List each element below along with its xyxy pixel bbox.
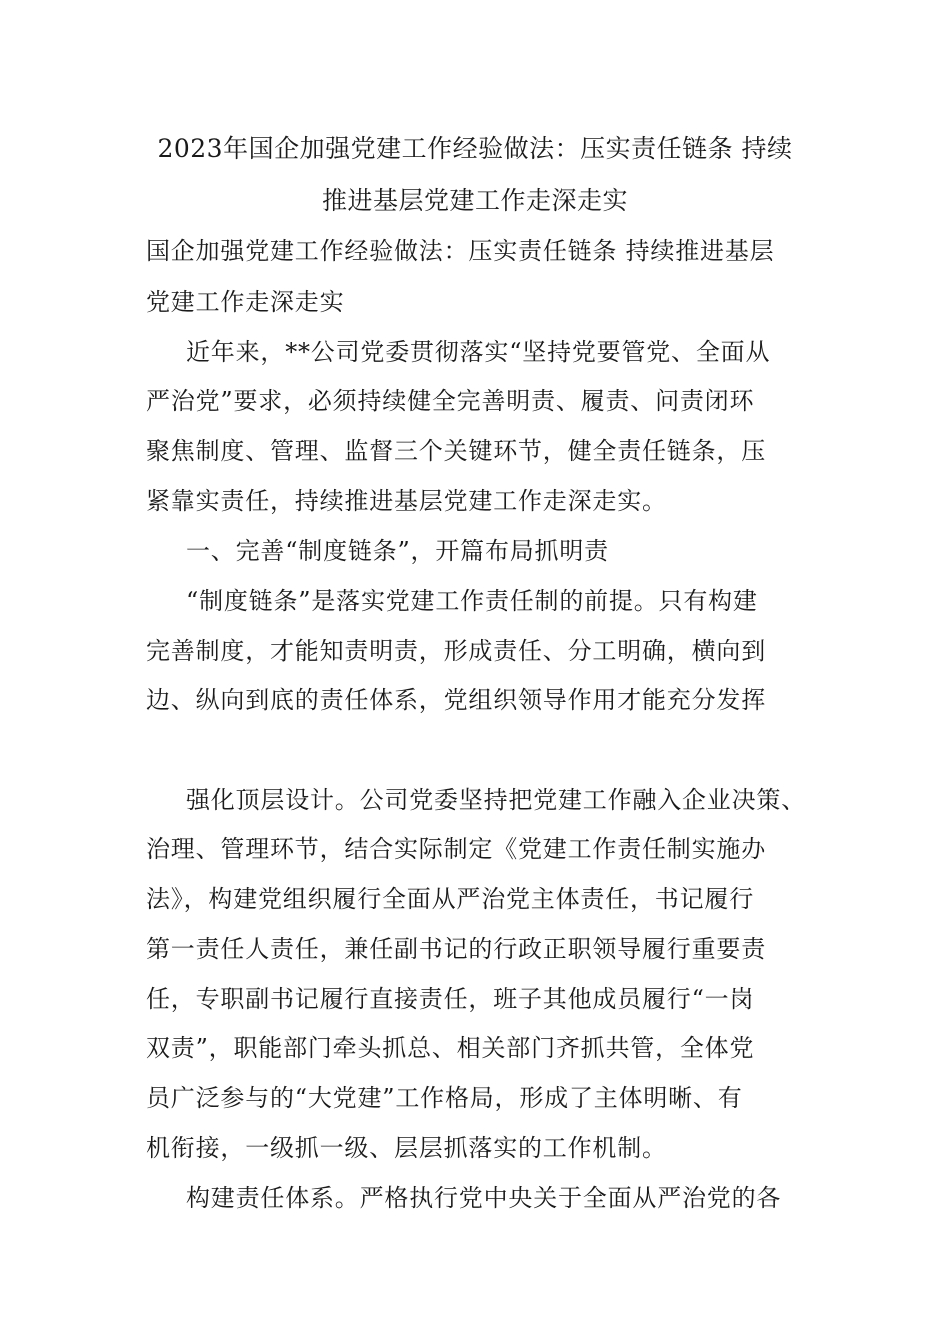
subtitle-line-1: 国企加强党建工作经验做法：压实责任链条 持续推进基层 [146, 237, 775, 265]
document-title-line-1: 2023年国企加强党建工作经验做法：压实责任链条 持续 [157, 134, 793, 163]
section-para-line-2: 完善制度，才能知责明责，形成责任、分工明确，横向到 [146, 637, 766, 665]
subtitle-line-2: 党建工作走深走实 [146, 288, 345, 316]
section-para-line-1: “制度链条”是落实党建工作责任制的前提。只有构建 [186, 587, 758, 615]
intro-line-2: 严治党”要求，必须持续健全完善明责、履责、问责闭环 [146, 387, 755, 415]
section-heading: 一、完善“制度链条”，开篇布局抓明责 [186, 537, 609, 565]
intro-line-4: 紧靠实责任，持续推进基层党建工作走深走实。 [146, 487, 667, 515]
design-para-line-7: 员广泛参与的“大党建”工作格局，形成了主体明晰、有 [146, 1084, 743, 1112]
design-para-line-2: 治理、管理环节，结合实际制定《党建工作责任制实施办 [146, 835, 766, 863]
design-para-line-6: 双责”，职能部门牵头抓总、相关部门齐抓共管，全体党 [146, 1034, 755, 1062]
intro-line-3: 聚焦制度、管理、监督三个关键环节，健全责任链条，压 [146, 437, 766, 465]
design-para-line-3: 法》，构建党组织履行全面从严治党主体责任，书记履行 [146, 885, 754, 913]
design-para-line-1: 强化顶层设计。公司党委坚持把党建工作融入企业决策、 [186, 786, 806, 814]
section-para-line-3: 边、纵向到底的责任体系，党组织领导作用才能充分发挥 [146, 686, 766, 714]
design-para-line-8: 机衔接，一级抓一级、层层抓落实的工作机制。 [146, 1134, 667, 1162]
intro-line-1: 近年来，**公司党委贯彻落实“坚持党要管党、全面从 [186, 338, 771, 366]
design-para-line-4: 第一责任人责任，兼任副书记的行政正职领导履行重要责 [146, 935, 766, 963]
system-para-line-1: 构建责任体系。严格执行党中央关于全面从严治党的各 [186, 1184, 782, 1212]
design-para-line-5: 任，专职副书记履行直接责任，班子其他成员履行“一岗 [146, 985, 755, 1013]
document-title-line-2: 推进基层党建工作走深走实 [321, 186, 628, 215]
